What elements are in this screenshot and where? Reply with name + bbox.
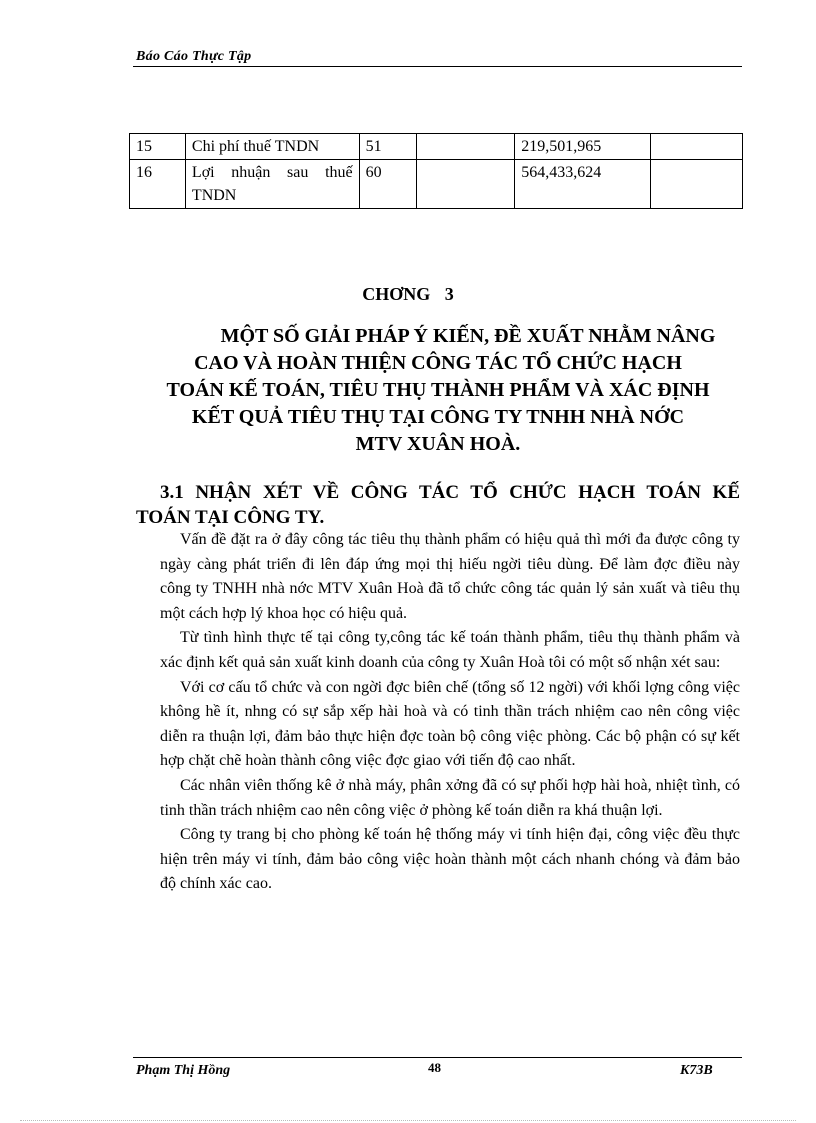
chapter-title-line: MTV XUÂN HOÀ. bbox=[355, 433, 521, 455]
section-heading bbox=[136, 480, 740, 530]
header-title: Báo Cáo Thực Tập bbox=[136, 49, 252, 64]
paragraph: Vấn đề đặt ra ở đây công tác tiêu thụ thành phẩm có hiệu quả thì mới đa được công ty ngày càng phát triển đi lên đáp ứng mọi thị hiếu ngời tiêu dùng. Để làm đợc điều này công ty TNHH nhà nớc MTV Xuân Hoà đã tổ chức công tác quản lý sản xuất và tiêu thụ một cách hợp lý khoa học có hiệu quả. bbox=[160, 531, 740, 622]
financial-table bbox=[129, 133, 743, 209]
section-heading-line: 3.1 NHẬN XÉT VỀ CÔNG TÁC TỔ CHỨC HẠCH TOÁN KẾ bbox=[160, 482, 740, 503]
table-row bbox=[130, 160, 743, 209]
row-code: 51 bbox=[359, 134, 416, 160]
chapter-title-line: TOÁN KẾ TOÁN, TIÊU THỤ THÀNH PHẨM VÀ XÁC ĐỊNH bbox=[166, 379, 710, 401]
row-col6 bbox=[651, 160, 743, 209]
row-col4 bbox=[416, 134, 515, 160]
row-item: Lợi nhuận sau thuế TNDN bbox=[185, 160, 359, 209]
row-value: 564,433,624 bbox=[515, 160, 651, 209]
section-heading-line: TOÁN TẠI CÔNG TY. bbox=[136, 507, 325, 528]
row-number: 16 bbox=[130, 160, 186, 209]
paragraph: Công ty trang bị cho phòng kế toán hệ thống máy vi tính hiện đại, công việc đều thực hiện trên máy vi tính, đảm bảo công việc hoàn thành một cách nhanh chóng và đảm bảo độ chính xác cao. bbox=[160, 826, 740, 893]
footer-author: Phạm Thị Hồng bbox=[136, 1063, 231, 1078]
row-col4 bbox=[416, 160, 515, 209]
row-col6 bbox=[651, 134, 743, 160]
page-number: 48 bbox=[428, 1060, 441, 1075]
footer-class: K73B bbox=[680, 1063, 713, 1078]
page-edge-rule bbox=[20, 1120, 796, 1121]
footer-rule bbox=[133, 1057, 742, 1058]
paragraph: Các nhân viên thống kê ở nhà máy, phân xởng đã có sự phối hợp hài hoà, nhiệt tình, có tinh thần trách nhiệm cao nên công việc ở phòng kế toán diễn ra khá thuận lợi. bbox=[160, 776, 740, 819]
chapter-title-line: MỘT SỐ GIẢI PHÁP Ý KIẾN, ĐỀ XUẤT NHẰM NÂNG bbox=[220, 325, 716, 347]
chapter-title-line: KẾT QUẢ TIÊU THỤ TẠI CÔNG TY TNHH NHÀ NỚC bbox=[191, 406, 685, 428]
row-item: Chi phí thuế TNDN bbox=[185, 134, 359, 160]
chapter-title bbox=[136, 323, 740, 458]
paragraph: Từ tình hình thực tế tại công ty,công tác kế toán thành phẩm, tiêu thụ thành phẩm và xác định kết quả sản xuất kinh doanh của công ty Xuân Hoà tôi có một số nhận xét sau: bbox=[160, 629, 740, 671]
table-row bbox=[130, 134, 743, 160]
row-code: 60 bbox=[359, 160, 416, 209]
chapter-title-line: CAO VÀ HOÀN THIỆN CÔNG TÁC TỔ CHỨC HẠCH bbox=[194, 352, 682, 374]
header-rule bbox=[133, 66, 742, 67]
row-number: 15 bbox=[130, 134, 186, 160]
chapter-label: CHƠNG 3 bbox=[362, 284, 454, 304]
paragraph: Với cơ cấu tổ chức và con ngời đợc biên chế (tổng số 12 ngời) với khối lợng công việc không hề ít, nhng có sự sắp xếp hài hoà và có tinh thần trách nhiệm cao nên công việc diễn ra thuận lợi, đảm bảo thực hiện đợc toàn bộ công việc phòng. Các bộ phận có sự kết hợp chặt chẽ hoàn thành công việc đợc giao với tiến độ cao nhất. bbox=[160, 678, 740, 770]
body-text bbox=[160, 528, 740, 897]
row-value: 219,501,965 bbox=[515, 134, 651, 160]
